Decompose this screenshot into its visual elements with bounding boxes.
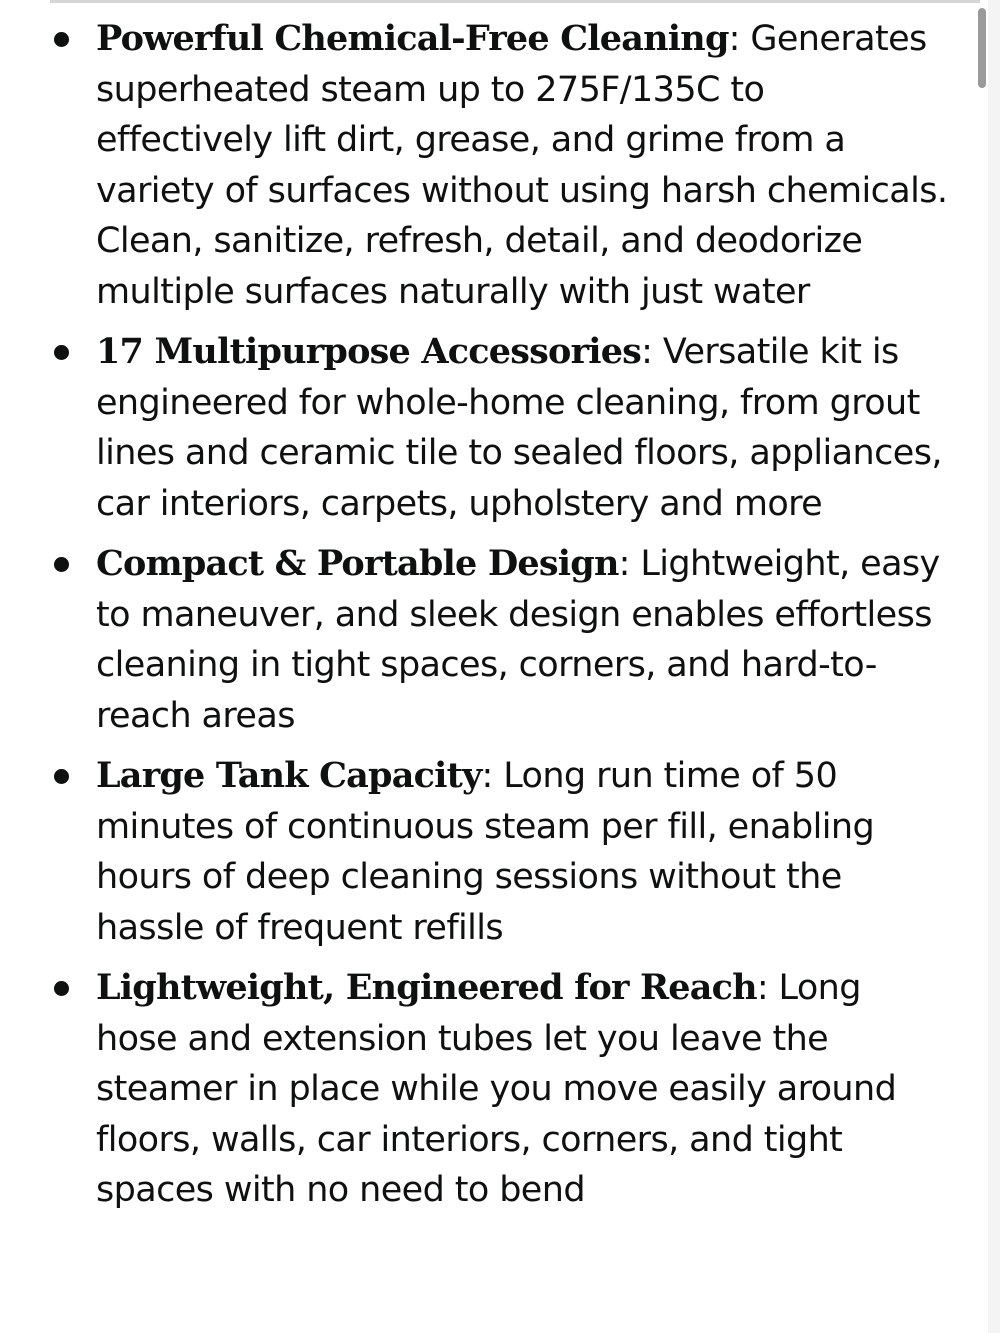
feature-bullet-item bbox=[0, 327, 960, 529]
feature-separator: : bbox=[618, 544, 630, 584]
feature-separator: : bbox=[728, 19, 740, 59]
scrollbar-track[interactable] bbox=[988, 0, 1000, 1333]
feature-bullet-item bbox=[0, 963, 960, 1216]
feature-separator: : bbox=[756, 968, 769, 1008]
feature-description: Long hose and extension tubes let you leave the steamer in place while you move easily around floors, walls, car interiors, corners, and tight spaces with no need to bend bbox=[96, 968, 897, 1210]
feature-separator: : bbox=[641, 332, 653, 372]
bullet-dot-icon bbox=[54, 769, 69, 784]
bullet-dot-icon bbox=[54, 557, 69, 572]
scrollbar-thumb[interactable] bbox=[978, 8, 986, 88]
feature-separator: : bbox=[481, 756, 493, 796]
feature-title: 17 Multipurpose Accessories bbox=[96, 331, 642, 372]
feature-title: Compact & Portable Design bbox=[96, 543, 619, 584]
feature-description: Lightweight, easy to maneuver, and sleek design enables effortless cleaning in tight spaces, corners, and hard-to-reach areas bbox=[96, 544, 940, 736]
feature-title: Powerful Chemical-Free Cleaning bbox=[96, 18, 729, 59]
feature-title: Lightweight, Engineered for Reach bbox=[96, 967, 757, 1008]
feature-bullet-item bbox=[0, 751, 960, 953]
feature-description: Versatile kit is engineered for whole-home cleaning, from grout lines and ceramic tile to sealed floors, appliances, car interiors, carpets, upholstery and more bbox=[96, 332, 942, 524]
bullet-dot-icon bbox=[54, 981, 69, 996]
feature-bullet-list bbox=[0, 14, 960, 1226]
feature-description: Long run time of 50 minutes of continuous steam per fill, enabling hours of deep cleaning sessions without the hassle of frequent refills bbox=[96, 756, 875, 948]
feature-bullet-item bbox=[0, 539, 960, 741]
top-divider bbox=[50, 0, 980, 3]
bullet-dot-icon bbox=[54, 345, 69, 360]
feature-description: Generates superheated steam up to 275F/135C to effectively lift dirt, grease, and grime from a variety of surfaces without using harsh chemicals. Clean, sanitize, refresh, detail, and deodorize multiple surfaces naturally with just water bbox=[96, 19, 948, 312]
feature-bullet-item bbox=[0, 14, 960, 317]
bullet-dot-icon bbox=[54, 32, 69, 47]
feature-title: Large Tank Capacity bbox=[96, 755, 482, 796]
